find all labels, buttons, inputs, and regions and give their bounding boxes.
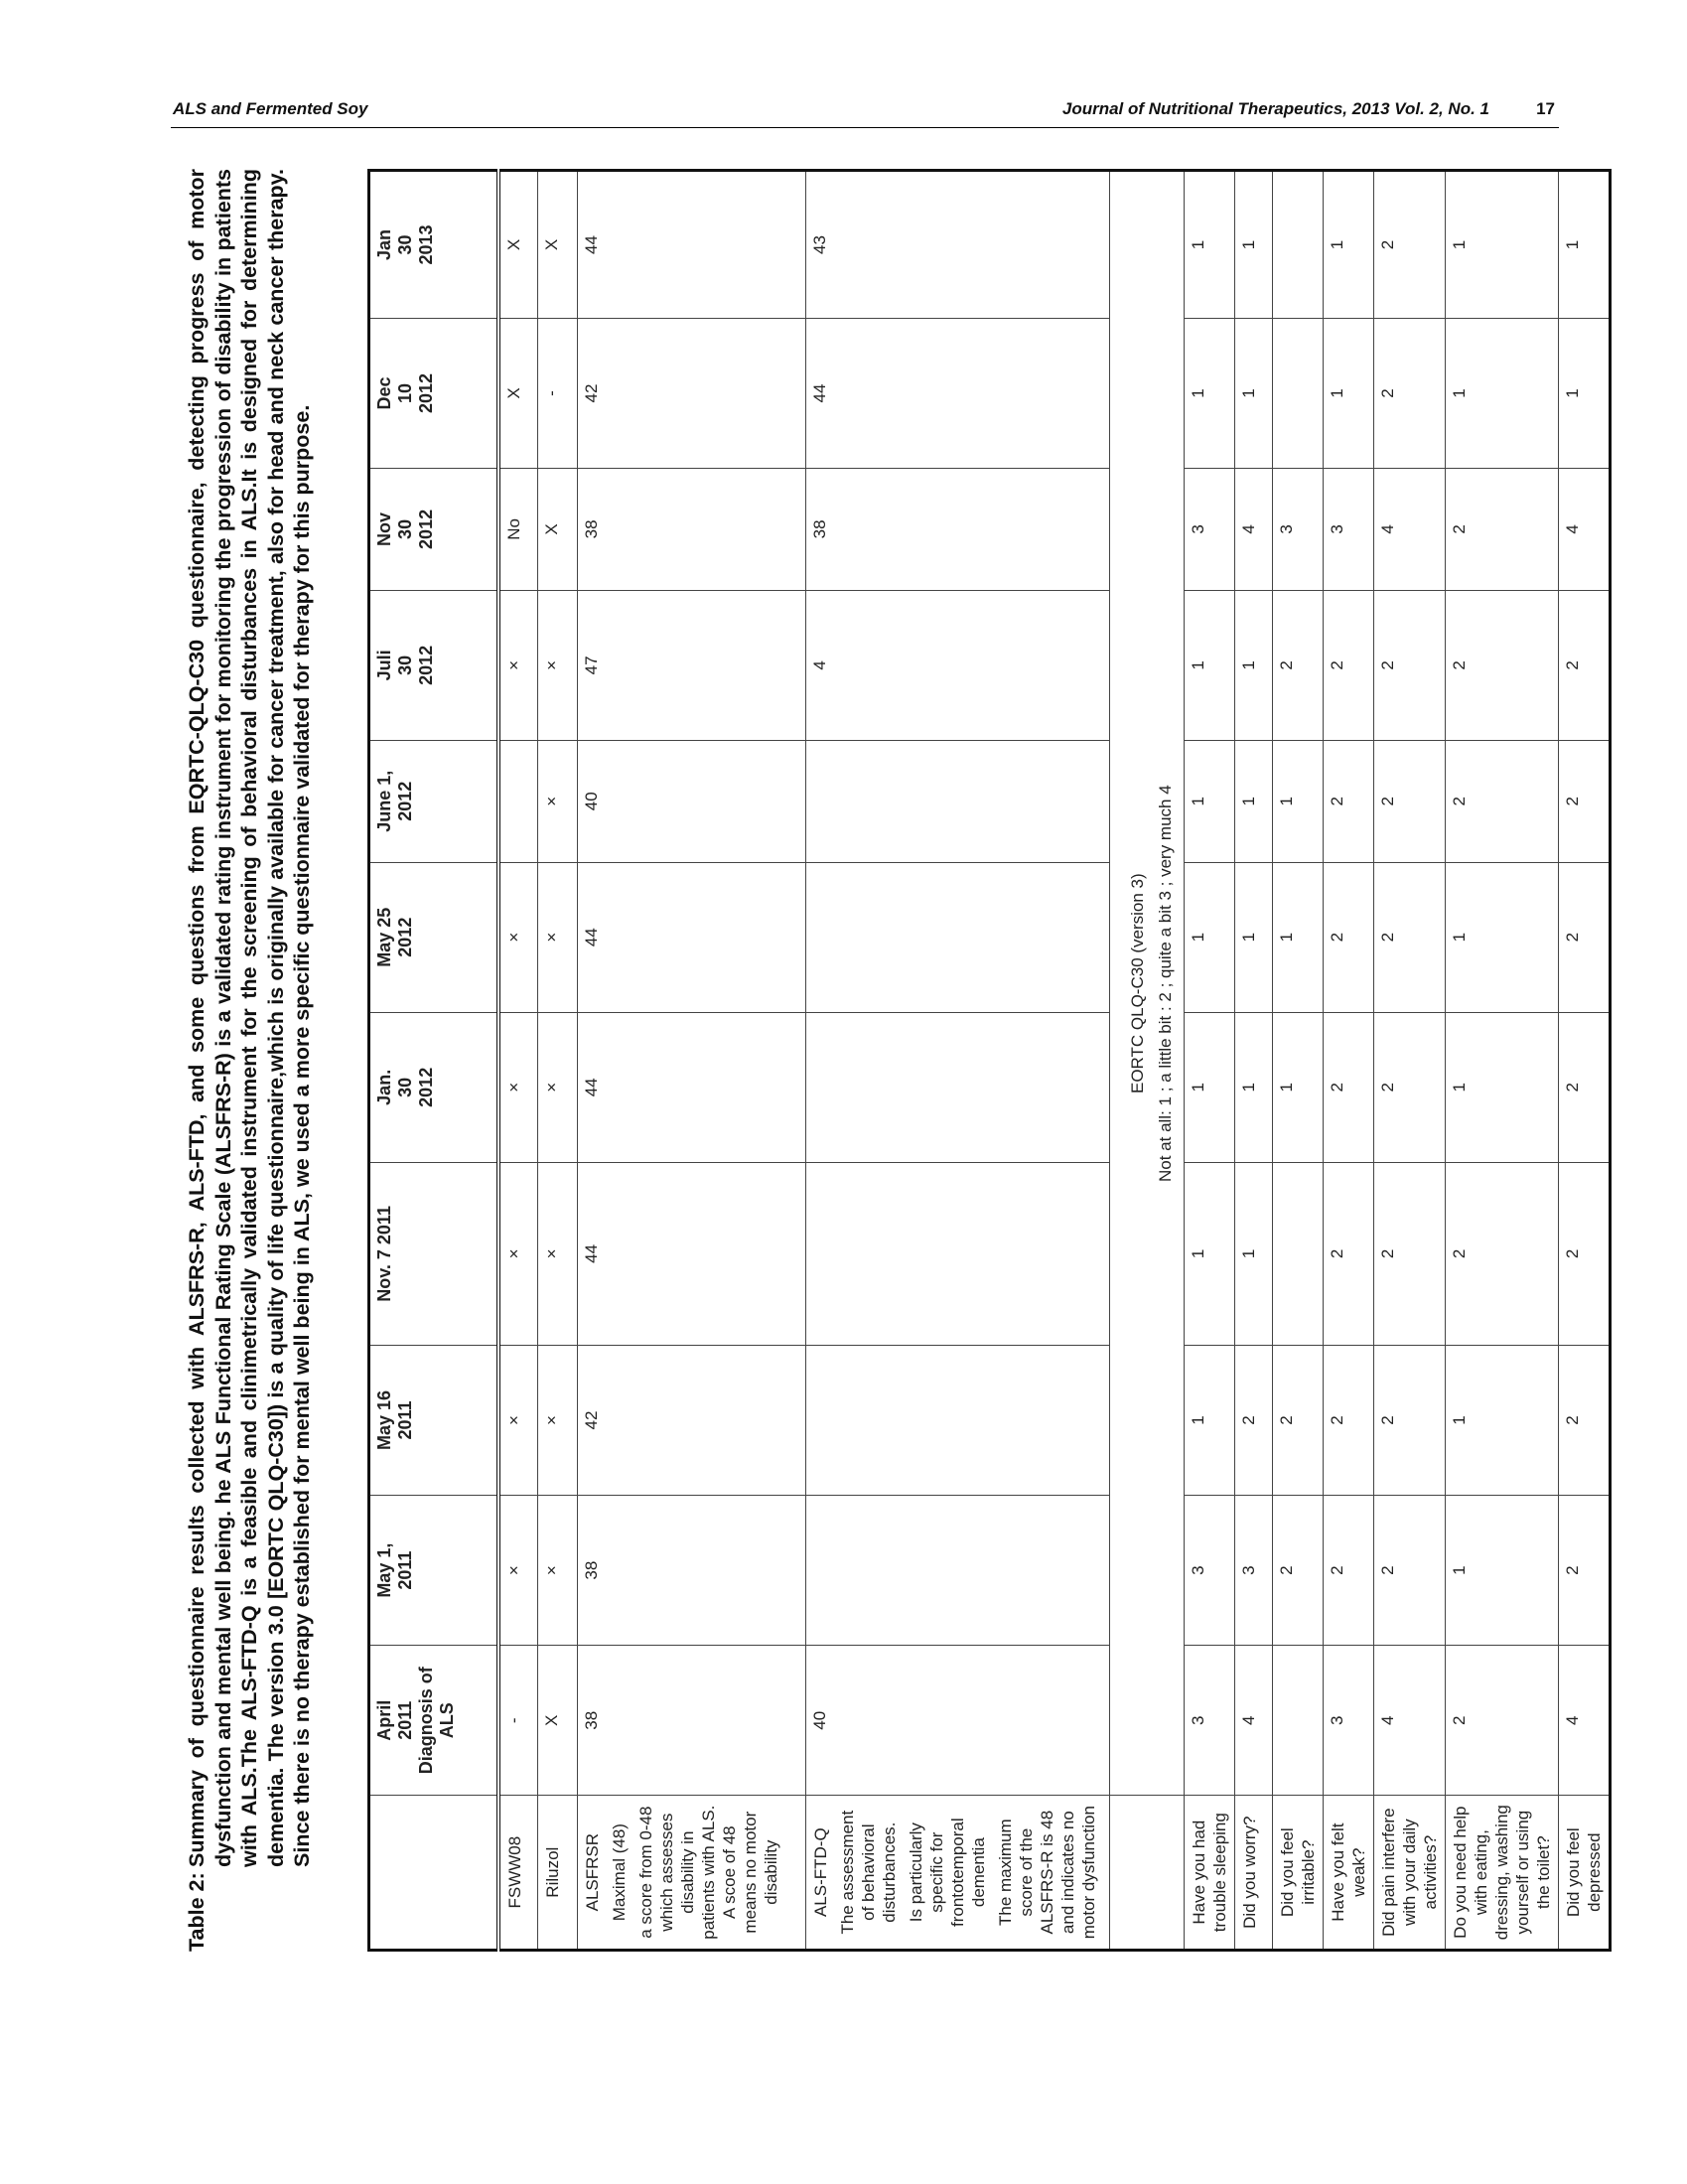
row-als-ftd-q [806, 171, 1110, 1951]
column-header-line: Juli [374, 650, 394, 681]
table-cell: × [498, 862, 538, 1012]
row-question-label: Did pain interfere with your daily activities? [1374, 1796, 1446, 1951]
column-header-line: 2012 [416, 1067, 436, 1107]
table-cell: 42 [578, 318, 806, 468]
table-cell: 2 [1374, 1345, 1446, 1495]
page-number: 17 [1536, 99, 1555, 118]
table-cell: × [498, 1162, 538, 1345]
table-cell [1273, 318, 1324, 468]
column-header [369, 1345, 498, 1495]
row-als-ftd-q-label-line: Is particularly specific for frontotemporal dementia [907, 1818, 988, 1927]
table-cell: 2 [1559, 590, 1611, 740]
table-cell: 42 [578, 1345, 806, 1495]
row-question-label: Have you felt weak? [1324, 1796, 1374, 1951]
table-cell: 2 [1324, 862, 1374, 1012]
table-cell: 2 [1446, 740, 1559, 862]
table-cell: 1 [1446, 1345, 1559, 1495]
table-cell: 2 [1559, 740, 1611, 862]
table-cell: 1 [1185, 318, 1235, 468]
column-header-line: 2013 [416, 224, 436, 265]
table-cell: 2 [1374, 1496, 1446, 1646]
row-alsfrsr-label-line: ALSFRSR [583, 1832, 602, 1912]
table-cell: × [538, 740, 578, 862]
table-cell: X [538, 1646, 578, 1796]
table-cell: 1 [1273, 1012, 1324, 1162]
eortc-scale-legend: Not at all: 1 ; a little bit : 2 ; quite a bit 3 ; very much 4 [1156, 785, 1175, 1183]
row-question-label: Have you had trouble sleeping [1185, 1796, 1235, 1951]
table-cell: 1 [1273, 862, 1324, 1012]
table-cell: 44 [578, 171, 806, 319]
table-cell: 3 [1185, 469, 1235, 591]
table-cell: 1 [1235, 1012, 1273, 1162]
table-cell: × [538, 1345, 578, 1495]
row-question [1235, 171, 1273, 1951]
row-question-label: Do you need help with eating, dressing, washing yourself or using the toilet? [1446, 1796, 1559, 1951]
table-cell: 4 [1235, 1646, 1273, 1796]
table-cell: 2 [1374, 171, 1446, 319]
row-question-label: Did you feel depressed [1559, 1796, 1611, 1951]
column-header [369, 171, 498, 319]
table-cell: 2 [1559, 1162, 1611, 1345]
table-cell: 3 [1235, 1496, 1273, 1646]
column-header [369, 1496, 498, 1646]
column-header [369, 590, 498, 740]
column-header-line: Diagnosis of [416, 1667, 436, 1775]
running-header-journal: Journal of Nutritional Therapeutics, 2013 Vol. 2, No. 1 [1061, 99, 1489, 118]
table-cell: 1 [1235, 590, 1273, 740]
row-alsfrsr-label [578, 1796, 806, 1951]
row-question [1324, 171, 1374, 1951]
table-cell: 2 [1559, 1496, 1611, 1646]
table-header-row [369, 171, 498, 1951]
column-header-line: 2012 [395, 781, 415, 821]
row-question-label: Did you worry? [1235, 1796, 1273, 1951]
table-cell: 4 [1235, 469, 1273, 591]
table-cell: 3 [1273, 469, 1324, 591]
table-cell: 1 [1559, 318, 1611, 468]
table-cell: 2 [1324, 740, 1374, 862]
column-header [369, 862, 498, 1012]
table-cell: 1 [1185, 862, 1235, 1012]
row-als-ftd-q-label [806, 1796, 1110, 1951]
column-header-line: 30 [395, 518, 415, 539]
column-header-line: 2011 [395, 1400, 415, 1440]
table-cell: 2 [1446, 1646, 1559, 1796]
column-header-line: 30 [395, 234, 415, 255]
table-cell: 4 [1559, 1646, 1611, 1796]
table-cell: X [498, 318, 538, 468]
table-cell: 1 [1235, 171, 1273, 319]
table-cell: 47 [578, 590, 806, 740]
table-cell: 2 [1446, 590, 1559, 740]
table-cell: 3 [1324, 469, 1374, 591]
row-question-label: Did you feel irritable? [1273, 1796, 1324, 1951]
column-header [369, 1162, 498, 1345]
table-cell: 1 [1185, 1162, 1235, 1345]
table-cell: - [498, 1646, 538, 1796]
table-cell: 1 [1324, 318, 1374, 468]
row-alsfrsr [578, 171, 806, 1951]
row-als-ftd-q-label-line: The assessment of behavioral disturbances. [838, 1810, 899, 1935]
table-cell: 4 [1559, 469, 1611, 591]
table-cell [806, 740, 1110, 862]
column-header-line: 30 [395, 1077, 415, 1097]
table-cell: 2 [1559, 862, 1611, 1012]
table-cell: 1 [1446, 862, 1559, 1012]
table-cell: 2 [1324, 590, 1374, 740]
table-cell: 38 [578, 469, 806, 591]
table-cell: 2 [1446, 1162, 1559, 1345]
table-cell: No [498, 469, 538, 591]
row-als-ftd-q-label-line: The maximum score of the ALSFRS-R is 48 and indicates no motor dysfunction [996, 1806, 1098, 1940]
header-corner-cell [369, 1796, 498, 1951]
table-cell: 38 [578, 1646, 806, 1796]
row-question [1374, 171, 1446, 1951]
table-cell: 1 [1446, 318, 1559, 468]
table-cell: 1 [1185, 1345, 1235, 1495]
table-cell: 2 [1324, 1162, 1374, 1345]
rotated-table-block [184, 164, 1604, 1952]
column-header-line: May 25 [374, 907, 394, 967]
table-cell: × [498, 1345, 538, 1495]
table-cell: 2 [1324, 1345, 1374, 1495]
table-cell: 2 [1374, 740, 1446, 862]
column-header-line: May 1, [374, 1542, 394, 1598]
table-caption-text: Summary of questionnaire results collected with ALSFRS-R, ALS-FTD, and some questions from EQRTC-QLQ-C30 questionnaire, detecting progress of motor dysfunction and mental well being. he ALS Functional Rating Scale (ALSFRS-R) is a validated rating instrument for monitoring the progression of disability in patients with ALS.The ALS-FTD-Q is a feasible and clinimetrically validated instrument for the screening of behavioral disturbances in ALS.It is designed for determining dementia. The version 3.0 [EORTC QLQ-C30]) is a quality of life questionnaire,which is originally available for cancer treatment, also for head and neck cancer therapy. Since there is no therapy established for mental well being in ALS, we used a more specific questionnaire validated for therapy for this purpose. [185, 169, 315, 1867]
table-cell: 38 [578, 1496, 806, 1646]
table-cell: 2 [1273, 1496, 1324, 1646]
column-header-line: ALS [437, 1702, 457, 1739]
column-header [369, 1012, 498, 1162]
column-header-line: 2012 [416, 372, 436, 414]
column-header [369, 318, 498, 468]
table-cell: 4 [1374, 1646, 1446, 1796]
table-cell: 44 [578, 862, 806, 1012]
table-cell: 2 [1324, 1012, 1374, 1162]
table-cell: 44 [578, 1162, 806, 1345]
row-question [1559, 171, 1611, 1951]
column-header-line: 10 [395, 382, 415, 404]
table-cell: 1 [1446, 1496, 1559, 1646]
column-header-line: Jan [374, 228, 394, 260]
table-cell: × [498, 590, 538, 740]
column-header [369, 740, 498, 862]
table-caption-label: Table 2: [185, 1872, 209, 1952]
table-cell: 44 [578, 1012, 806, 1162]
table-cell: 38 [806, 469, 1110, 591]
row-fsww08-label: FSWW08 [498, 1796, 538, 1951]
table-cell: 2 [1374, 318, 1446, 468]
running-header-left: ALS and Fermented Soy [173, 99, 368, 118]
table-cell: 4 [806, 590, 1110, 740]
column-header-line: May 16 [374, 1390, 394, 1451]
column-header [369, 469, 498, 591]
table-cell: 43 [806, 171, 1110, 319]
table-cell: 40 [578, 740, 806, 862]
table-cell [1273, 1162, 1324, 1345]
table-cell: 2 [1273, 1345, 1324, 1495]
table-cell: × [538, 590, 578, 740]
eortc-empty-cell [1110, 1796, 1185, 1951]
column-header-line: 2012 [416, 509, 436, 549]
table-cell [806, 1162, 1110, 1345]
table-cell: × [538, 1162, 578, 1345]
table-cell: 1 [1235, 318, 1273, 468]
table-cell [806, 1012, 1110, 1162]
column-header-line: Nov. 7 2011 [374, 1206, 394, 1302]
table-cell: 2 [1273, 590, 1324, 740]
column-header-line: Dec [374, 376, 394, 410]
table-cell: 2 [1446, 469, 1559, 591]
row-question [1446, 171, 1559, 1951]
table-cell [498, 740, 538, 862]
column-header-line: 30 [395, 655, 415, 675]
table-cell: 1 [1273, 740, 1324, 862]
column-header-line: 2011 [395, 1700, 415, 1740]
column-header-line: 2012 [416, 645, 436, 685]
table-cell: 2 [1235, 1345, 1273, 1495]
eortc-title: EORTC QLQ-C30 (version 3) [1128, 873, 1147, 1094]
table-cell: 1 [1446, 1012, 1559, 1162]
eortc-scale-cell [1110, 171, 1185, 1796]
column-header-line: 2011 [395, 1550, 415, 1590]
table-cell: 3 [1185, 1496, 1235, 1646]
table-cell: 1 [1559, 171, 1611, 319]
table-cell: 3 [1324, 1646, 1374, 1796]
table-cell: 2 [1559, 1012, 1611, 1162]
column-header-line: April [374, 1699, 394, 1741]
table-cell [806, 1345, 1110, 1495]
table-cell [806, 1496, 1110, 1646]
column-header [369, 1646, 498, 1796]
table-cell: 2 [1374, 1162, 1446, 1345]
table-cell: 1 [1235, 862, 1273, 1012]
table-cell [1273, 171, 1324, 319]
row-alsfrsr-label-line: Maximal (48) [610, 1823, 629, 1922]
row-fsww08 [498, 171, 538, 1951]
table-cell: × [538, 1012, 578, 1162]
table-cell: × [538, 862, 578, 1012]
column-header-line: June 1, [374, 770, 394, 832]
column-header-line: 2012 [395, 917, 415, 957]
row-question [1273, 171, 1324, 1951]
table-cell: 4 [1374, 469, 1446, 591]
table-cell: 1 [1324, 171, 1374, 319]
table-cell: 2 [1374, 590, 1446, 740]
row-alsfrsr-label-line: a score from 0-48 which assesses disability in patients with ALS. A scoe of 48 means no motor disability [636, 1805, 780, 1940]
table-cell [806, 862, 1110, 1012]
running-header [171, 97, 1559, 128]
table-cell: × [498, 1496, 538, 1646]
table-cell: X [538, 171, 578, 319]
questionnaire-table [367, 169, 1612, 1952]
table-cell [1273, 1646, 1324, 1796]
table-cell: 40 [806, 1646, 1110, 1796]
table-cell: 2 [1374, 862, 1446, 1012]
table-cell: 3 [1185, 1646, 1235, 1796]
table-cell: 1 [1185, 740, 1235, 862]
row-question [1185, 171, 1235, 1951]
row-riluzol [538, 171, 578, 1951]
table-cell: 1 [1185, 590, 1235, 740]
table-cell: × [538, 1496, 578, 1646]
table-cell: X [498, 171, 538, 319]
table-cell: 1 [1235, 740, 1273, 862]
column-header-line: Jan. [374, 1069, 394, 1105]
table-cell: 2 [1374, 1012, 1446, 1162]
table-cell: 1 [1446, 171, 1559, 319]
table-cell: 44 [806, 318, 1110, 468]
column-header-line: Nov [374, 511, 394, 546]
table-cell: - [538, 318, 578, 468]
table-cell: X [538, 469, 578, 591]
table-cell: 1 [1185, 1012, 1235, 1162]
table-cell: 2 [1324, 1496, 1374, 1646]
row-eortc-section [1110, 171, 1185, 1951]
table-cell: 2 [1559, 1345, 1611, 1495]
row-als-ftd-q-label-line: ALS-FTD-Q [811, 1827, 830, 1918]
table-cell: × [498, 1012, 538, 1162]
row-riluzol-label: Riluzol [538, 1796, 578, 1951]
table-cell: 1 [1235, 1162, 1273, 1345]
table-cell: 1 [1185, 171, 1235, 319]
